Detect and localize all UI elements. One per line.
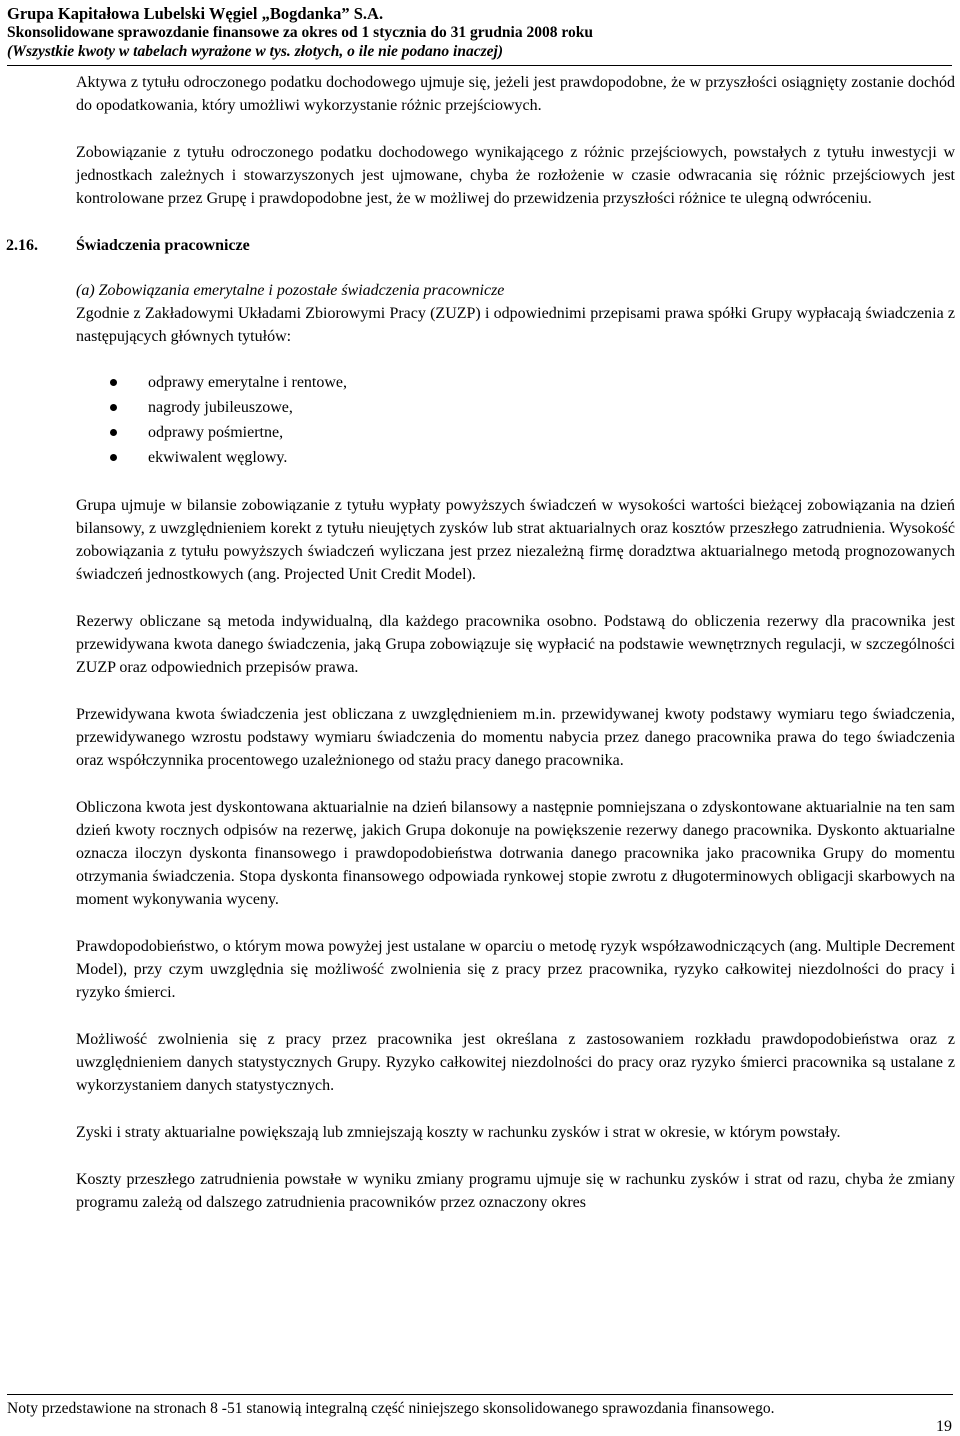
page-header [7, 4, 952, 66]
section-number: 2.16. [6, 237, 38, 254]
page-footer: Noty przedstawione na stronach 8 -51 stanowią integralną część niniejszego skonsolidowanego sprawozdania finansowego. [7, 1394, 953, 1419]
bullet-icon [110, 379, 117, 386]
paragraph-deferred-tax-assets: Aktywa z tytułu odroczonego podatku dochodowego ujmuje się, jeżeli jest prawdopodobne, że w przyszłości osiągnięty zostanie dochód do opodatkowania, który umożliwi wykorzystanie różnic przejściowych. [76, 74, 955, 114]
benefits-list [76, 370, 955, 470]
section-title: Świadczenia pracownicze [76, 237, 250, 254]
report-title: Skonsolidowane sprawozdanie finansowe za okres od 1 stycznia do 31 grudnia 2008 roku [7, 24, 593, 41]
paragraph-balance-liability: Grupa ujmuje w bilansie zobowiązanie z tytułu wypłaty powyższych świadczeń w wysokości wartości bieżącej zobowiązania na dzień bilansowy, z uwzględnieniem korekt z tytułu nieujętych zysków lub strat aktuarialnych oraz kosztów przeszłego zatrudnienia. Wysokość zobowiązania z tytułu powyższych świadczeń wyliczana jest przez niezależną firmę doradztwa aktuarialnego metodą prognozowanych świadczeń jednostkowych (ang. Projected Unit Credit Model). [76, 497, 955, 583]
document-body [6, 71, 955, 1214]
bullet-icon [110, 454, 117, 461]
paragraph-dismissal: Możliwość zwolnienia się z pracy przez pracownika jest określana z zastosowaniem rozkładu prawdopodobieństwa oraz z uwzględnieniem danych statystycznych Grupy. Ryzyko całkowitej niezdolności do pracy oraz ryzyko śmierci pracownika są ustalane z wykorzystaniem danych statystycznych. [76, 1031, 955, 1094]
list-item: odprawy pośmiertne, [76, 420, 955, 445]
paragraph-zuzp: Zgodnie z Zakładowymi Układami Zbiorowymi Pracy (ZUZP) i odpowiednimi przepisami prawa spółki Grupy wypłacają świadczenia z następujących głównych tytułów: [76, 305, 955, 345]
company-name: Grupa Kapitałowa Lubelski Węgiel „Bogdanka” S.A. [7, 4, 384, 23]
section-heading [6, 234, 955, 257]
paragraph-deferred-tax-liability: Zobowiązanie z tytułu odroczonego podatku dochodowego wynikającego z różnic przejściowych, powstałych z tytułu inwestycji w jednostkach zależnych i stowarzyszonych jest ujmowane, chyba że rozłożenie w czasie odwracania się różnic przejściowych jest kontrolowane przez Grupę i prawdopodobne jest, że w możliwej do przewidzenia przyszłości różnice te ulegną odwróceniu. [76, 144, 955, 207]
bullet-icon [110, 404, 117, 411]
paragraph-expected-amount: Przewidywana kwota świadczenia jest obliczana z uwzględnieniem m.in. przewidywanej kwoty podstawy wymiaru tego świadczenia, przewidywanego wzrostu podstawy wymiaru świadczenia do momentu nabycia przez danego pracownika prawa do tego świadczenia oraz współczynnika procentowego uzależnionego od stażu pracy danego pracownika. [76, 706, 955, 769]
page-number: 19 [936, 1418, 952, 1435]
amounts-note: (Wszystkie kwoty w tabelach wyrażone w tys. złotych, o ile nie podano inaczej) [7, 43, 503, 60]
paragraph-actuarial-gains: Zyski i straty aktuarialne powiększają lub zmniejszają koszty w rachunku zysków i strat w okresie, w którym powstały. [76, 1124, 841, 1141]
list-item: ekwiwalent węglowy. [76, 445, 955, 470]
paragraph-reserves: Rezerwy obliczane są metoda indywidualną, dla każdego pracownika osobno. Podstawą do obliczenia rezerwy dla pracownika jest przewidywana kwota danego świadczenia, jaką Grupa zobowiązuje się wypłacić na podstawie wewnętrznych regulacji, w szczególności ZUZP oraz odpowiednich przepisów prawa. [76, 613, 955, 676]
list-item: nagrody jubileuszowe, [76, 395, 955, 420]
bullet-icon [110, 429, 117, 436]
paragraph-discounting: Obliczona kwota jest dyskontowana aktuarialnie na dzień bilansowy a następnie pomniejszana o zdyskontowane aktuarialnie na ten sam dzień kwoty rocznych odpisów na rezerwę, jakich Grupa dokonuje na powiększenie rezerwy danego pracownika. Dyskonto aktuarialne oznacza iloczyn dyskonta finansowego i prawdopodobieństwa dotrwania danego pracownika jako pracownika Grupy do momentu otrzymania świadczenia. Stopa dyskonta finansowego odpowiada rynkowej stopie zwrotu z długoterminowych obligacji skarbowych na moment wykonywania wyceny. [76, 799, 955, 908]
subsection-heading: (a) Zobowiązania emerytalne i pozostałe świadczenia pracownicze [76, 282, 505, 299]
paragraph-past-service-cost: Koszty przeszłego zatrudnienia powstałe w wyniku zmiany programu ujmuje się w rachunku zysków i strat od razu, chyba że zmiany programu zależą od dalszego zatrudnienia pracowników przez oznaczony okres [76, 1171, 955, 1211]
paragraph-probability: Prawdopodobieństwo, o którym mowa powyżej jest ustalane w oparciu o metodę ryzyk współzawodniczących (ang. Multiple Decrement Model), przy czym uwzględnia się możliwość zwolnienia się z pracy przez pracownika, ryzyko całkowitej niezdolności do pracy i ryzyko śmierci. [76, 938, 955, 1001]
list-item: odprawy emerytalne i rentowe, [76, 370, 955, 395]
